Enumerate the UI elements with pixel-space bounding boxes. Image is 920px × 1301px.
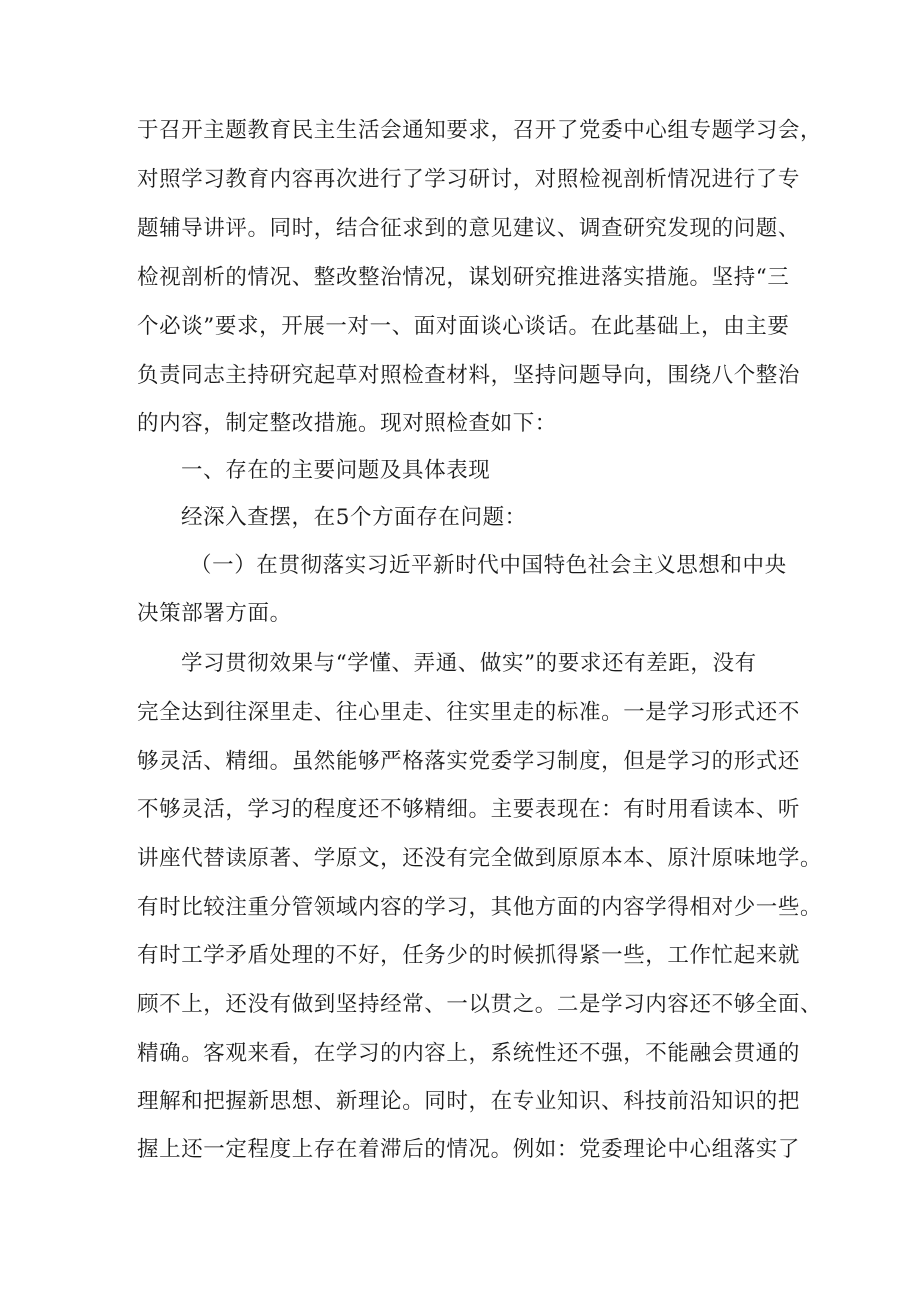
text-line: 题辅导讲评。同时，结合征求到的意见建议、调查研究发现的问题、 xyxy=(137,216,801,241)
section-heading: 一、存在的主要问题及具体表现 xyxy=(181,458,491,483)
text-line: 有时比较注重分管领域内容的学习，其他方面的内容学得相对少一些。 xyxy=(137,895,823,920)
text-line: 不够灵活，学习的程度还不够精细。主要表现在：有时用看读本、听 xyxy=(137,797,801,822)
text-line: 讲座代替读原著、学原文，还没有完全做到原原本本、原汁原味地学。 xyxy=(137,846,823,871)
text-line: 完全达到往深里走、往心里走、往实里走的标准。一是学习形式还不 xyxy=(137,700,801,725)
text-line: 理解和把握新思想、新理论。同时，在专业知识、科技前沿知识的把 xyxy=(137,1089,801,1114)
subsection-heading-continued: 决策部署方面。 xyxy=(137,601,292,626)
text-line: 的内容，制定整改措施。现对照检查如下： xyxy=(137,411,557,436)
text-line: 握上还一定程度上存在着滞后的情况。例如：党委理论中心组落实了 xyxy=(137,1137,801,1162)
subsection-heading: （一）在贯彻落实习近平新时代中国特色社会主义思想和中央 xyxy=(190,553,787,578)
text-line: 经深入查摆，在5个方面存在问题： xyxy=(181,505,527,530)
text-line: 顾不上，还没有做到坚持经常、一以贯之。二是学习内容还不够全面、 xyxy=(137,992,823,1017)
text-line: 个必谈”要求，开展一对一、面对面谈心谈话。在此基础上，由主要 xyxy=(137,314,790,339)
text-line: 学习贯彻效果与“学懂、弄通、做实”的要求还有差距，没有 xyxy=(181,651,757,676)
text-line: 检视剖析的情况、整改整治情况，谋划研究推进落实措施。坚持“三 xyxy=(137,265,790,290)
text-line: 有时工学矛盾处理的不好，任务少的时候抓得紧一些，工作忙起来就 xyxy=(137,943,801,968)
text-line: 精确。客观来看，在学习的内容上，系统性还不强，不能融会贯通的 xyxy=(137,1041,801,1066)
text-line: 于召开主题教育民主生活会通知要求，召开了党委中心组专题学习会， xyxy=(137,118,823,143)
text-line: 够灵活、精细。虽然能够严格落实党委学习制度，但是学习的形式还 xyxy=(137,749,801,774)
text-line: 负责同志主持研究起草对照检查材料，坚持问题导向，围绕八个整治 xyxy=(137,363,801,388)
text-line: 对照学习教育内容再次进行了学习研讨，对照检视剖析情况进行了专 xyxy=(137,167,801,192)
